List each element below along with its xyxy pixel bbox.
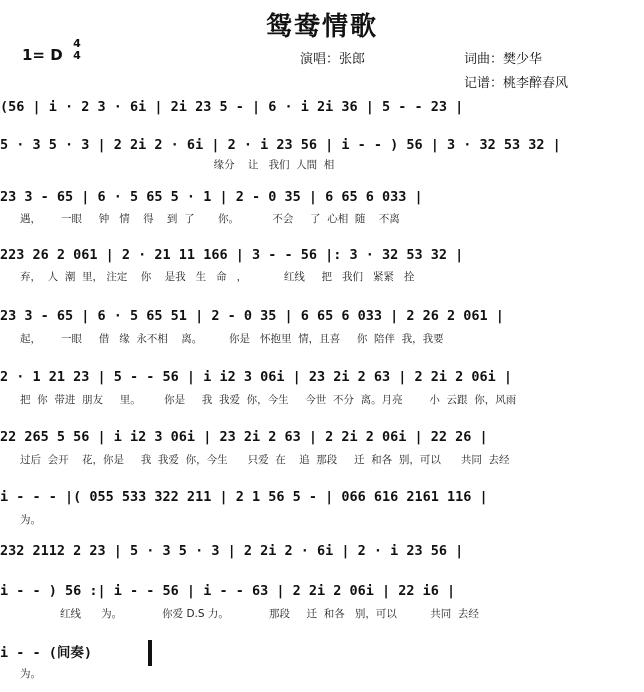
singer-credit: 演唱：张郎 (300, 52, 366, 67)
staff-notes: 22 265 5 56 | i i2 3 06i | 23 2i 2 63 | 2 2i 2 06i | 22 26 | (0, 429, 488, 445)
meter-top: 4 (73, 37, 81, 50)
lyric-line: 把 你 带进 朋友 里。 你是 我 我爱 你，今生 今世 不分 离。月亮 小 云跟 你，风雨 (20, 394, 517, 406)
lyric-line: 红线 为。 你爱 D.S 力。 那段 迁 和各 别，可以 共同 去经 (20, 608, 479, 620)
staff-notes: 2 · 1 21 23 | 5 - - 56 | i i2 3 06i | 23 2i 2 63 | 2 2i 2 06i | (0, 369, 513, 385)
final-barline (148, 640, 156, 666)
staff-line (0, 580, 644, 602)
lyric-line: 弃， 人 潮 里， 注定 你 是我 生 命 ， 红线 把 我们 紧紧 拴 (20, 271, 415, 283)
staff-line (0, 486, 644, 508)
staff-notes: i - - - |( 055 533 322 211 | 2 1 56 5 - | 066 616 2161 116 | (0, 489, 488, 505)
staff-notes: 23 3 - 65 | 6 · 5 65 5 · 1 | 2 - 0 35 | 6 65 6 033 | (0, 189, 423, 205)
staff-notes: i - - ) 56 :| i - - 56 | i - - 63 | 2 2i 2 06i | 22 i6 | (0, 583, 456, 599)
staff-line (0, 366, 644, 388)
staff-line (0, 540, 644, 562)
key-signature: 1= D (22, 46, 63, 64)
song-title: 鸳鸯情歌 (265, 12, 378, 42)
lyric-line: 起， 一眼 借 缘 永不相 离。 你是 怀抱里 情，且喜 你 陪伴 我，我要 (20, 333, 444, 345)
staff-line (0, 642, 644, 664)
staff-notes: i - - (间奏) (0, 645, 93, 661)
staff-line (0, 244, 644, 266)
staff-line (0, 186, 644, 208)
lyric-line: 遇， 一眼 钟 情 得 到 了 你。 不会 了 心相 随 不离 (20, 213, 400, 225)
staff-line (0, 305, 644, 327)
time-signature (70, 38, 84, 62)
staff-line (0, 96, 644, 118)
staff-line (0, 134, 644, 156)
staff-line (0, 426, 644, 448)
transcriber-credit: 记谱：桃李醉春风 (464, 76, 569, 91)
lyric-line: 为。 (20, 668, 41, 680)
meter-bottom: 4 (73, 49, 81, 62)
lyric-line: 过后 会开 花，你是 我 我爱 你，今生 只爱 在 追 那段 迁 和各 别，可以 共同 去经 (20, 454, 510, 466)
staff-notes: 23 3 - 65 | 6 · 5 65 51 | 2 - 0 35 | 6 65 6 033 | 2 26 2 061 | (0, 308, 504, 324)
composer-credit: 词曲：樊少华 (464, 52, 543, 67)
staff-notes: (56 | i · 2 3 · 6i | 2i 23 5 - | 6 · i 2i 36 | 5 - - 23 | (0, 99, 464, 115)
staff-notes: 223 26 2 061 | 2 · 21 11 166 | 3 - - 56 |: 3 · 32 53 32 | (0, 247, 464, 263)
staff-notes: 5 · 3 5 · 3 | 2 2i 2 · 6i | 2 · i 23 56 | i - - ) 56 | 3 · 32 53 32 | (0, 137, 561, 153)
lyric-line: 缘分 让 我们 人間 相 (20, 159, 335, 171)
staff-notes: 232 2112 2 23 | 5 · 3 5 · 3 | 2 2i 2 · 6i | 2 · i 23 56 | (0, 543, 464, 559)
lyric-line: 为。 (20, 514, 41, 526)
